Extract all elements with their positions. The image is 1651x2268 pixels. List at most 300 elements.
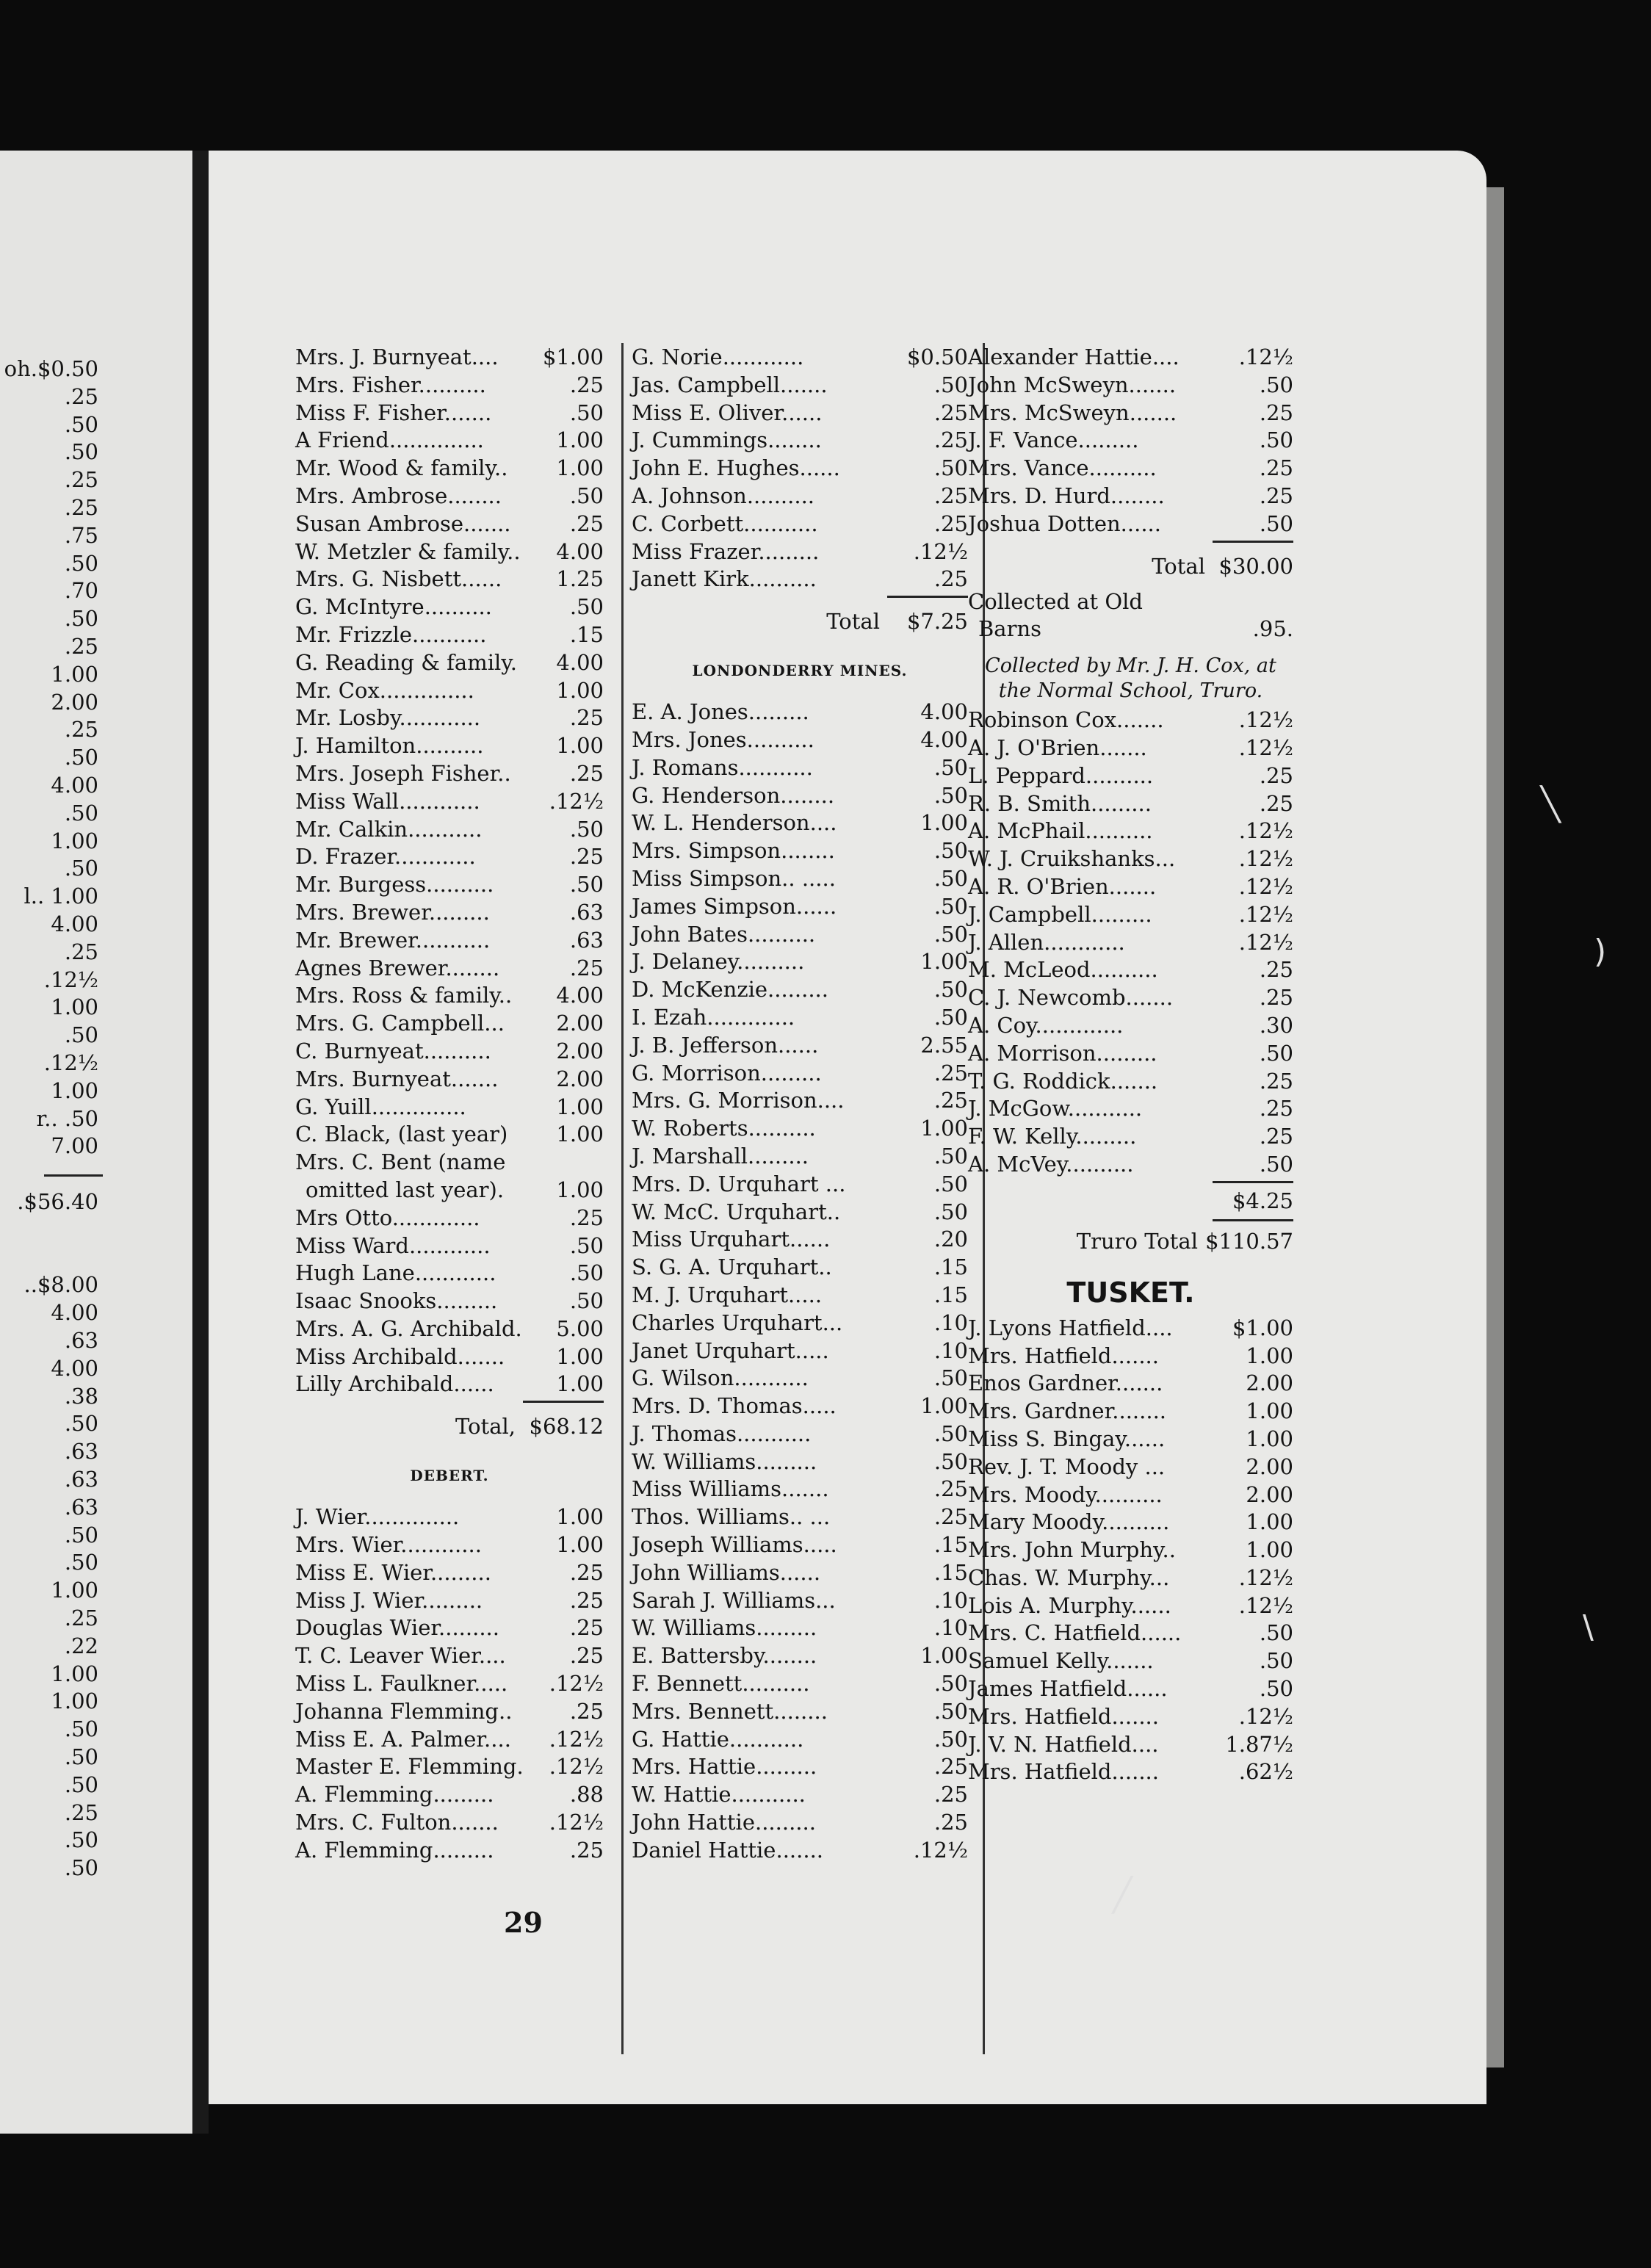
amount: .25 (933, 1782, 968, 1807)
contributor-name: D. Frazer............ (295, 844, 476, 870)
contributor-name: A. Coy............. (968, 1012, 1124, 1038)
amount: .88 (569, 1782, 604, 1807)
left-page-value: .50 (64, 1855, 98, 1881)
amount: .25 (933, 483, 968, 508)
contributor-name: Mr. Calkin........... (295, 816, 483, 842)
left-page-value: .50 (64, 606, 98, 632)
list-item (968, 1758, 1293, 1786)
list-item (295, 1232, 604, 1260)
list-item (632, 427, 968, 455)
contributor-name: A. J. O'Brien....... (968, 734, 1147, 760)
list-item (632, 455, 968, 483)
list-item (632, 1254, 968, 1282)
amount: .25 (933, 566, 968, 592)
amount: .10 (933, 1587, 968, 1613)
amount: .12½ (1238, 1703, 1293, 1729)
contributor-name: J. Marshall......... (632, 1143, 809, 1169)
contributor-name: R. B. Smith......... (968, 790, 1152, 816)
amount: .25 (1259, 985, 1293, 1011)
list-item (632, 698, 968, 726)
list-item (968, 1123, 1293, 1151)
contributor-name: Mrs. C. Fulton....... (295, 1810, 499, 1835)
total-label: Total (826, 609, 880, 635)
amount: 4.00 (556, 983, 604, 1008)
contributor-name: James Hatfield...... (968, 1676, 1168, 1702)
amount: .12½ (1238, 846, 1293, 872)
list-item (968, 1343, 1293, 1370)
contributor-name: Miss Frazer......... (632, 538, 820, 564)
amount: .10 (933, 1615, 968, 1641)
amount: .50 (1259, 1040, 1293, 1066)
list-item (968, 1509, 1293, 1536)
amount: .25 (1259, 957, 1293, 983)
contributor-name: Mrs. J. Burnyeat.... (295, 344, 499, 369)
contributor-name: F. W. Kelly......... (968, 1124, 1137, 1149)
list-item (295, 1726, 604, 1754)
subtotal-rule (968, 1217, 1293, 1223)
truro-total-value: $110.57 (1205, 1228, 1293, 1254)
contributor-list (968, 1315, 1293, 1787)
left-page-value: 1.00 (51, 1578, 98, 1603)
contributor-name: Mrs. Hatfield....... (968, 1343, 1159, 1368)
amount: .12½ (549, 788, 604, 814)
left-page-value: 4.00 (51, 911, 98, 936)
amount: .25 (1259, 1096, 1293, 1122)
list-item (295, 1670, 604, 1698)
contributor-name: Miss E. A. Palmer.... (295, 1726, 511, 1752)
left-page-value: .50 (64, 856, 98, 881)
left-page-value: .50 (64, 550, 98, 576)
contributor-name: Miss S. Bingay...... (968, 1426, 1166, 1451)
contributor-name: Mr. Burgess.......... (295, 872, 494, 898)
list-item (295, 982, 604, 1010)
amount: 4.00 (556, 538, 604, 564)
subtotal-rule (968, 1179, 1293, 1185)
contributor-name: Miss Wall............ (295, 788, 480, 814)
total-value: $7.25 (906, 609, 968, 635)
contributor-name: Mrs. Vance.......... (968, 455, 1157, 481)
total-row (295, 1404, 604, 1448)
list-item (295, 788, 604, 816)
contributor-list (968, 707, 1293, 1179)
contributor-name: John Bates.......... (632, 921, 816, 947)
list-item (968, 483, 1293, 510)
list-item (968, 1151, 1293, 1179)
left-page-value: .50 (64, 1522, 98, 1547)
list-item (295, 955, 604, 983)
contributor-name: Mrs. G. Campbell... (295, 1011, 505, 1036)
list-item (295, 816, 604, 844)
list-item (632, 1698, 968, 1726)
contributor-name: J. Delaney.......... (632, 949, 805, 975)
amount: 2.00 (1246, 1481, 1293, 1507)
amount: .25 (933, 1754, 968, 1780)
contributor-name: A Friend.............. (295, 427, 484, 453)
amount: .25 (1259, 1068, 1293, 1094)
contributor-name: Mrs. Jones.......... (632, 726, 814, 752)
list-item (632, 754, 968, 782)
amount: 1.00 (556, 677, 604, 703)
total-value: $68.12 (529, 1414, 604, 1440)
left-page-value: 4.00 (51, 773, 98, 798)
amount: .25 (933, 427, 968, 453)
amount: .25 (569, 705, 604, 731)
left-page-value: .12½ (43, 1050, 98, 1075)
amount: .12½ (549, 1810, 604, 1835)
amount: 1.00 (556, 1532, 604, 1558)
amount: .12½ (1238, 873, 1293, 899)
amount: .50 (933, 1726, 968, 1752)
contributor-name: Samuel Kelly....... (968, 1648, 1154, 1674)
amount: .50 (933, 1365, 968, 1391)
amount: .50 (933, 865, 968, 891)
contributor-name: Robinson Cox....... (968, 707, 1164, 733)
list-item (632, 1837, 968, 1865)
list-item (295, 1315, 604, 1343)
amount: .25 (1259, 1124, 1293, 1149)
list-item (632, 782, 968, 810)
old-barns-line (968, 615, 1293, 643)
amount: .50 (1259, 1676, 1293, 1702)
amount: .50 (933, 455, 968, 481)
amount: .30 (1259, 1012, 1293, 1038)
contributor-name: E. A. Jones......... (632, 699, 809, 725)
amount: .50 (933, 838, 968, 864)
amount: .12½ (1238, 1592, 1293, 1618)
left-page-value: .25 (64, 634, 98, 659)
list-item (295, 843, 604, 871)
contributor-name: Janett Kirk.......... (632, 566, 817, 592)
list-item (295, 1587, 604, 1615)
left-page-value: 2.00 (51, 689, 98, 715)
contributor-list (295, 344, 604, 1398)
amount: 2.00 (1246, 1370, 1293, 1396)
edge-mark: ╲ (1541, 786, 1561, 823)
contributor-name: G. McIntyre.......... (295, 594, 492, 620)
contributor-name: Mrs. D. Thomas..... (632, 1393, 837, 1419)
contributor-name: G. Morrison......... (632, 1060, 822, 1086)
amount: 1.00 (920, 1643, 968, 1669)
contributor-name: James Simpson...... (632, 893, 837, 919)
contributor-name: Mary Moody.......... (968, 1509, 1170, 1535)
amount: .25 (569, 1205, 604, 1230)
contributor-name: Mrs. Simpson........ (632, 838, 835, 864)
amount: .50 (569, 872, 604, 898)
contributor-name: Lois A. Murphy...... (968, 1592, 1171, 1618)
list-item (968, 1536, 1293, 1564)
list-item (295, 1038, 604, 1066)
contributor-name: Joshua Dotten...... (968, 510, 1161, 536)
left-page-value: .25 (64, 1606, 98, 1630)
list-item (632, 948, 968, 976)
old-barns-label: Barns (978, 616, 1042, 642)
amount: $1.00 (542, 344, 604, 369)
list-item (968, 510, 1293, 538)
left-page-value: .50 (64, 1827, 98, 1853)
list-item (632, 1060, 968, 1088)
contributor-name: Alexander Hattie.... (968, 344, 1179, 369)
amount: .25 (1259, 483, 1293, 508)
contributor-name: Mrs. Hatfield....... (968, 1703, 1159, 1729)
contributor-name: J. Allen............ (968, 929, 1125, 955)
amount: 1.87½ (1225, 1731, 1293, 1757)
contributor-list (632, 344, 968, 593)
amount: 4.00 (556, 649, 604, 675)
amount: .25 (1259, 400, 1293, 425)
list-item (968, 1095, 1293, 1123)
list-item (968, 1481, 1293, 1509)
contributor-name: Master E. Flemming. (295, 1754, 524, 1780)
list-item (632, 1587, 968, 1615)
amount: .50 (933, 372, 968, 397)
left-page-value: .50 (64, 1716, 98, 1742)
left-page-value: 7.00 (51, 1133, 98, 1159)
amount: .50 (569, 1288, 604, 1314)
contributor-name: Mrs. Wier............ (295, 1532, 482, 1558)
left-page-value: .63 (64, 1494, 98, 1520)
amount: .25 (933, 400, 968, 425)
list-item (968, 1370, 1293, 1398)
contributor-name: C. Burnyeat.......... (295, 1038, 491, 1063)
contributor-name: Isaac Snooks......... (295, 1288, 498, 1314)
contributor-name: W. Hattie........... (632, 1782, 806, 1807)
list-item (632, 1614, 968, 1642)
contributor-name: C. J. Newcomb....... (968, 985, 1174, 1011)
left-page-value: .12½ (43, 967, 98, 992)
list-item (968, 400, 1293, 427)
contributor-name: Mrs. McSweyn....... (968, 400, 1177, 425)
list-item (968, 901, 1293, 929)
list-item (968, 1647, 1293, 1675)
list-item (632, 1393, 968, 1420)
list-item (968, 1592, 1293, 1620)
contributor-name: Jas. Campbell....... (632, 372, 828, 397)
contributor-name: Mrs. D. Hurd........ (968, 483, 1165, 508)
contributor-name: J. V. N. Hatfield.... (968, 1731, 1159, 1757)
amount: .15 (933, 1532, 968, 1558)
list-item (632, 1310, 968, 1337)
total-row (632, 599, 968, 643)
list-item (968, 427, 1293, 455)
contributor-name: W. L. Henderson.... (632, 810, 837, 836)
amount: 4.00 (920, 699, 968, 725)
amount: .12½ (549, 1754, 604, 1780)
contributor-name: I. Ezah............. (632, 1004, 795, 1030)
list-item (295, 1066, 604, 1094)
amount: 1.00 (920, 810, 968, 836)
left-page-value: ..$8.00 (24, 1272, 98, 1298)
contributor-name: J. F. Vance......... (968, 427, 1139, 453)
amount: 1.00 (556, 455, 604, 481)
list-item (632, 809, 968, 837)
list-item (295, 1288, 604, 1315)
total-row (968, 544, 1293, 588)
amount: .25 (933, 1088, 968, 1113)
amount: .50 (1259, 1151, 1293, 1177)
subtotal-value: $4.25 (1232, 1188, 1293, 1213)
amount: .12½ (549, 1671, 604, 1697)
amount: .50 (933, 1143, 968, 1169)
contributor-name: Johanna Flemming.. (295, 1698, 513, 1724)
amount: .50 (933, 1004, 968, 1030)
list-item (632, 726, 968, 754)
contributor-name: Sarah J. Williams... (632, 1587, 836, 1613)
list-item (295, 1094, 604, 1122)
amount: .25 (1259, 790, 1293, 816)
list-item (295, 760, 604, 788)
amount: 1.00 (1246, 1509, 1293, 1535)
list-item (632, 1282, 968, 1310)
list-item (632, 1226, 968, 1254)
left-page-value: 1.00 (51, 828, 98, 853)
list-item (632, 1171, 968, 1199)
amount: .63 (569, 927, 604, 953)
amount: .10 (933, 1337, 968, 1363)
contributor-name: M. McLeod.......... (968, 957, 1158, 983)
contributor-name: A. McVey.......... (968, 1151, 1134, 1177)
contributor-name: J. Cummings........ (632, 427, 822, 453)
contributor-name: G. Yuill.............. (295, 1094, 466, 1119)
amount: 2.00 (1246, 1453, 1293, 1479)
contributor-name: Susan Ambrose....... (295, 510, 511, 536)
left-page-value: .50 (64, 1411, 98, 1437)
list-item (295, 1149, 604, 1177)
amount: .25 (569, 1698, 604, 1724)
left-page-value: 1.00 (51, 1077, 98, 1103)
amount: .50 (1259, 427, 1293, 453)
list-item (632, 1420, 968, 1448)
contributor-name: W. Williams......... (632, 1448, 817, 1474)
amount: .25 (569, 1615, 604, 1641)
amount: 1.00 (556, 427, 604, 453)
list-item (632, 976, 968, 1004)
left-page-value: oh.$0.50 (4, 356, 98, 381)
left-page-value: .38 (64, 1383, 98, 1409)
amount: .25 (569, 1837, 604, 1863)
list-item (295, 1205, 604, 1232)
list-item (968, 762, 1293, 790)
total-label: Total (1152, 553, 1205, 579)
amount: .50 (933, 1199, 968, 1224)
contributor-list (295, 1503, 604, 1864)
amount: .50 (933, 977, 968, 1003)
amount: 1.00 (920, 949, 968, 975)
list-item (295, 1781, 604, 1809)
contributor-name: Daniel Hattie....... (632, 1837, 823, 1863)
list-item (968, 707, 1293, 734)
amount: .12½ (1238, 344, 1293, 369)
list-item (632, 1531, 968, 1559)
list-item (632, 372, 968, 400)
list-item (295, 538, 604, 566)
list-item (968, 372, 1293, 400)
left-page-value: .50 (64, 745, 98, 770)
amount: .50 (933, 1171, 968, 1196)
list-item (968, 1564, 1293, 1592)
amount: .15 (933, 1282, 968, 1307)
list-item (968, 845, 1293, 873)
left-page-value: 1.00 (51, 661, 98, 687)
document-page (209, 151, 1486, 2104)
contributor-name: Mr. Cox.............. (295, 677, 474, 703)
contributor-name: J. Hamilton.......... (295, 733, 484, 759)
list-item (295, 732, 604, 760)
list-item (295, 1343, 604, 1371)
amount: 1.00 (1246, 1398, 1293, 1424)
contributor-list (968, 344, 1293, 538)
contributor-name: L. Peppard.......... (968, 762, 1154, 788)
list-item (632, 865, 968, 893)
contributor-name: C. Black, (last year) (295, 1122, 508, 1147)
list-item (295, 1370, 604, 1398)
list-item (632, 837, 968, 865)
amount: .15 (933, 1559, 968, 1585)
contributor-name: A. Morrison......... (968, 1040, 1157, 1066)
contributor-name: W. McC. Urquhart.. (632, 1199, 841, 1224)
left-page-value: 1.00 (51, 1689, 98, 1714)
total-label: Total, (455, 1414, 516, 1440)
contributor-name: Mr. Losby............ (295, 705, 481, 731)
amount: .25 (933, 1504, 968, 1530)
list-item (295, 677, 604, 705)
list-item (295, 704, 604, 732)
amount: 5.00 (556, 1315, 604, 1341)
contributor-name: J. Lyons Hatfield.... (968, 1315, 1173, 1340)
collector-note: Collected by Mr. J. H. Cox, at the Normal School, Truro. (985, 654, 1276, 703)
column-2 (632, 344, 968, 1865)
contributor-name: Mrs. Moody.......... (968, 1481, 1163, 1507)
amount: .50 (933, 754, 968, 780)
contributor-name: T. C. Leaver Wier.... (295, 1643, 506, 1669)
list-item (295, 1503, 604, 1531)
list-item (295, 372, 604, 400)
amount: .12½ (913, 1837, 968, 1863)
left-page-value: .50 (64, 439, 98, 465)
old-barns-label: Collected at Old (968, 588, 1143, 614)
amount: .50 (569, 1260, 604, 1286)
amount: .50 (933, 893, 968, 919)
contributor-name: John Hattie......... (632, 1810, 816, 1835)
amount: .50 (1259, 1648, 1293, 1674)
contributor-name: Mr. Brewer........... (295, 927, 491, 953)
list-item (295, 621, 604, 649)
contributor-name: Miss E. Wier......... (295, 1559, 491, 1585)
left-page-value: .50 (64, 1022, 98, 1048)
amount: 4.00 (920, 726, 968, 752)
list-item (295, 510, 604, 538)
contributor-name: Mrs. Ross & family.. (295, 983, 513, 1008)
amount: .50 (569, 483, 604, 508)
subtotal-row (968, 1185, 1293, 1217)
book-gutter (192, 151, 209, 2134)
left-page-value: .25 (64, 383, 98, 409)
contributor-name: J. B. Jefferson...... (632, 1032, 819, 1058)
list-item (632, 921, 968, 949)
contributor-name: Mrs. Gardner........ (968, 1398, 1167, 1424)
list-item (968, 1703, 1293, 1731)
contributor-name: G. Reading & family. (295, 649, 518, 675)
page-number: 29 (504, 1906, 543, 1939)
contributor-name: A. Flemming......... (295, 1782, 494, 1807)
list-item (632, 1199, 968, 1227)
amount: 1.00 (1246, 1426, 1293, 1451)
amount: .50 (1259, 510, 1293, 536)
amount: .15 (933, 1254, 968, 1280)
contributor-name: omitted last year). (306, 1177, 505, 1202)
list-item (295, 927, 604, 955)
amount: .25 (933, 1810, 968, 1835)
amount: 1.00 (920, 1116, 968, 1141)
